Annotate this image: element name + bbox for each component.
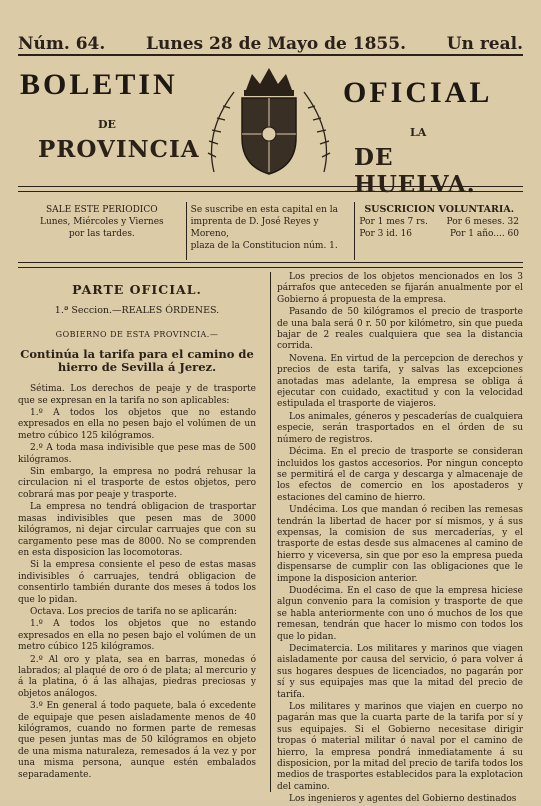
title-de: DE bbox=[98, 118, 116, 131]
article-paragraph: 2.º A toda masa indivisible que pese mas de 500 kilógramos. bbox=[18, 443, 256, 465]
article-paragraph: Pasando de 50 kilógramos el precio de trasporte de una bala será 0 r. 50 por kilómetro, sin que pueda bajar de 2 reales cualquiera que sea la distancia corrida. bbox=[277, 307, 523, 352]
info-schedule-line: SALE ESTE PERIODICO bbox=[46, 205, 158, 215]
title-provincia: PROVINCIA bbox=[38, 136, 200, 163]
article-headline: Continúa la tarifa para el camino de hierro de Sevilla á Jerez. bbox=[20, 347, 254, 375]
info-place-line: Se suscribe en esta capital en la bbox=[190, 205, 338, 215]
decorative-rule-bottom bbox=[18, 262, 523, 268]
subscription-price: Por 6 meses. 32 bbox=[446, 217, 520, 227]
section-title: PARTE OFICIAL. bbox=[72, 282, 202, 297]
article-paragraph: 2.º Al oro y plata, sea en barras, monedas ó labrados; al plaqué de oro ó de plata; al mercurio y á la platina, ó á las alhajas, piedras preciosas y objetos análogos. bbox=[18, 654, 256, 699]
masthead-top-line bbox=[18, 30, 523, 56]
section-subtitle: 1.ª Seccion.—REALES ÓRDENES. bbox=[54, 305, 220, 317]
info-place-line: imprenta de D. José Reyes y Moreno, bbox=[190, 217, 319, 239]
government-heading: GOBIERNO DE ESTA PROVINCIA.— bbox=[55, 329, 219, 339]
publication-info-row bbox=[18, 202, 523, 260]
decorative-rule-top bbox=[18, 186, 523, 192]
subscription-title: SUSCRICION VOLUNTARIA. bbox=[364, 204, 515, 215]
title-block bbox=[18, 62, 523, 198]
article-paragraph: Decimatercia. Los militares y marinos que viagen aisladamente por causa del servicio, ó para volver á sus hogares despues de licenciados, no pagarán por sí y sus equipajes mas que la mitad del precio de tarifa. bbox=[277, 644, 523, 700]
issue-price: Un real. bbox=[446, 34, 523, 54]
info-schedule-line: Lunes, Miércoles y Viernes bbox=[40, 217, 164, 227]
subscription-price: Por 1 año.... 60 bbox=[449, 229, 520, 239]
article-paragraph: Si la empresa consiente el peso de estas masas indivisibles ó carruajes, tendrá obligacion de consentirlo también durante dos meses á todos los que lo pidan. bbox=[18, 560, 256, 605]
info-schedule-line: por las tardes. bbox=[68, 229, 135, 239]
article-paragraph: Los precios de los objetos mencionados en los 3 párrafos que anteceden se fijarán anualmente por el Gobierno á propuesta de la empresa. bbox=[277, 272, 523, 305]
title-word-boletin: BOLETIN bbox=[20, 68, 178, 101]
article-paragraph: Los militares y marinos que viajen en cuerpo no pagarán mas que la cuarta parte de la tarifa por sí y sus equipajes. Si el Gobierno necesitase dirigir tropas ó material militar ó naval por el camino de hierro, la empresa pondrá inmediatamente á su disposicion, por la mitad del precio de tarifa todos los medios de trasportes establecidos para la explotacion del camino. bbox=[277, 702, 523, 792]
article-paragraph: Novena. En virtud de la percepcion de derechos y precios de esta tarifa, y salvas las excepciones anotadas mas adelante, la empresa se obliga á ejecutar con cuidado, exactitud y con la velocidad estipulada el trasporte de viajeros. bbox=[277, 353, 523, 410]
article-paragraph: 1.º A todos los objetos que no estando expresados en ella no pesen bajo el volúmen de un metro cúbico 125 kilógramos. bbox=[18, 408, 256, 441]
subscription-line bbox=[359, 228, 519, 240]
article-paragraph: 1.º A todos los objetos que no estando expresados en ella no pesen bajo el volúmen de un metro cúbico 125 kilógramos. bbox=[18, 619, 256, 653]
info-subscribe-place bbox=[187, 202, 356, 260]
subscription-line bbox=[359, 216, 519, 228]
article-paragraph: 3.º En general á todo paquete, bala ó excedente de equipaje que pesen aisladamente menos de 40 kilógramos, cuando no formen parte de remesas que pesen juntas mas de 50 kilógramos en objeto de una misma naturaleza, remesados á la vez y por una misma persona, aunque estén embalados separadamente. bbox=[18, 701, 256, 780]
article-paragraph: Los animales, géneros y pescaderías de cualquiera especie, serán trasportados en el órden de su número de registros. bbox=[277, 411, 523, 445]
issue-number: Núm. 64. bbox=[18, 34, 106, 54]
title-word-oficial: OFICIAL bbox=[343, 76, 493, 109]
article-paragraph: La empresa no tendrá obligacion de trasportar masas indivisibles que pesen mas de 3000 kilógramos, ni dejar circular carruajes que con su cargamento pese mas de 8000. No se comprenden en esta disposicion las locomotoras. bbox=[18, 502, 256, 558]
right-column bbox=[270, 272, 523, 805]
coat-of-arms-emblem bbox=[194, 62, 344, 182]
info-schedule bbox=[18, 202, 187, 260]
info-place-line: plaza de la Constitucion núm. 1. bbox=[190, 241, 338, 251]
subscription-price: Por 3 id. 16 bbox=[359, 229, 413, 239]
article-paragraph: Los ingenieros y agentes del Gobierno destinados bbox=[289, 794, 517, 805]
article-paragraph: Duodécima. En el caso de que la empresa hiciese algun convenio para la comision y trasporte de que se habla anteriormente con uno ó muchos de los que remesan, tendrán que hacer lo mismo con todos los que lo pidan. bbox=[277, 585, 523, 642]
article-paragraph: Undécima. Los que mandan ó reciben las remesas tendrán la libertad de hacer por sí mismos, y á sus expensas, la comision de sus mercaderías, y el trasporte de estas desde sus almacenes al camino de hierro y viceversa, sin que por eso la empresa pueda dispensarse de cumplir con las obligaciones que le impone la disposicion anterior. bbox=[277, 505, 523, 584]
left-column bbox=[18, 272, 262, 792]
article-paragraph: Décima. En el precio de trasporte se consideran incluidos los gastos accesorios. Por ningun concepto se permitirá el de carga y descarga y almacenaje de los efectos de comercio en los apostaderos y estaciones del camino de hierro. bbox=[277, 447, 523, 503]
title-de-huelva: DE HUELVA. bbox=[354, 144, 476, 198]
article-paragraph: Octava. Los precios de tarifa no se aplicarán: bbox=[30, 606, 237, 617]
info-subscription-prices bbox=[355, 202, 523, 260]
article-paragraph: Sin embargo, la empresa no podrá rehusar la circulacion ni el trasporte de estos objetos, pero cobrará mas por peaje y trasporte. bbox=[18, 467, 256, 500]
subscription-price: Por 1 mes 7 rs. bbox=[359, 217, 428, 227]
title-la: LA bbox=[410, 126, 427, 139]
issue-date: Lunes 28 de Mayo de 1855. bbox=[146, 34, 407, 54]
article-paragraph: Sétima. Los derechos de peaje y de trasporte que se expresan en la tarifa no son aplicables: bbox=[18, 384, 256, 406]
